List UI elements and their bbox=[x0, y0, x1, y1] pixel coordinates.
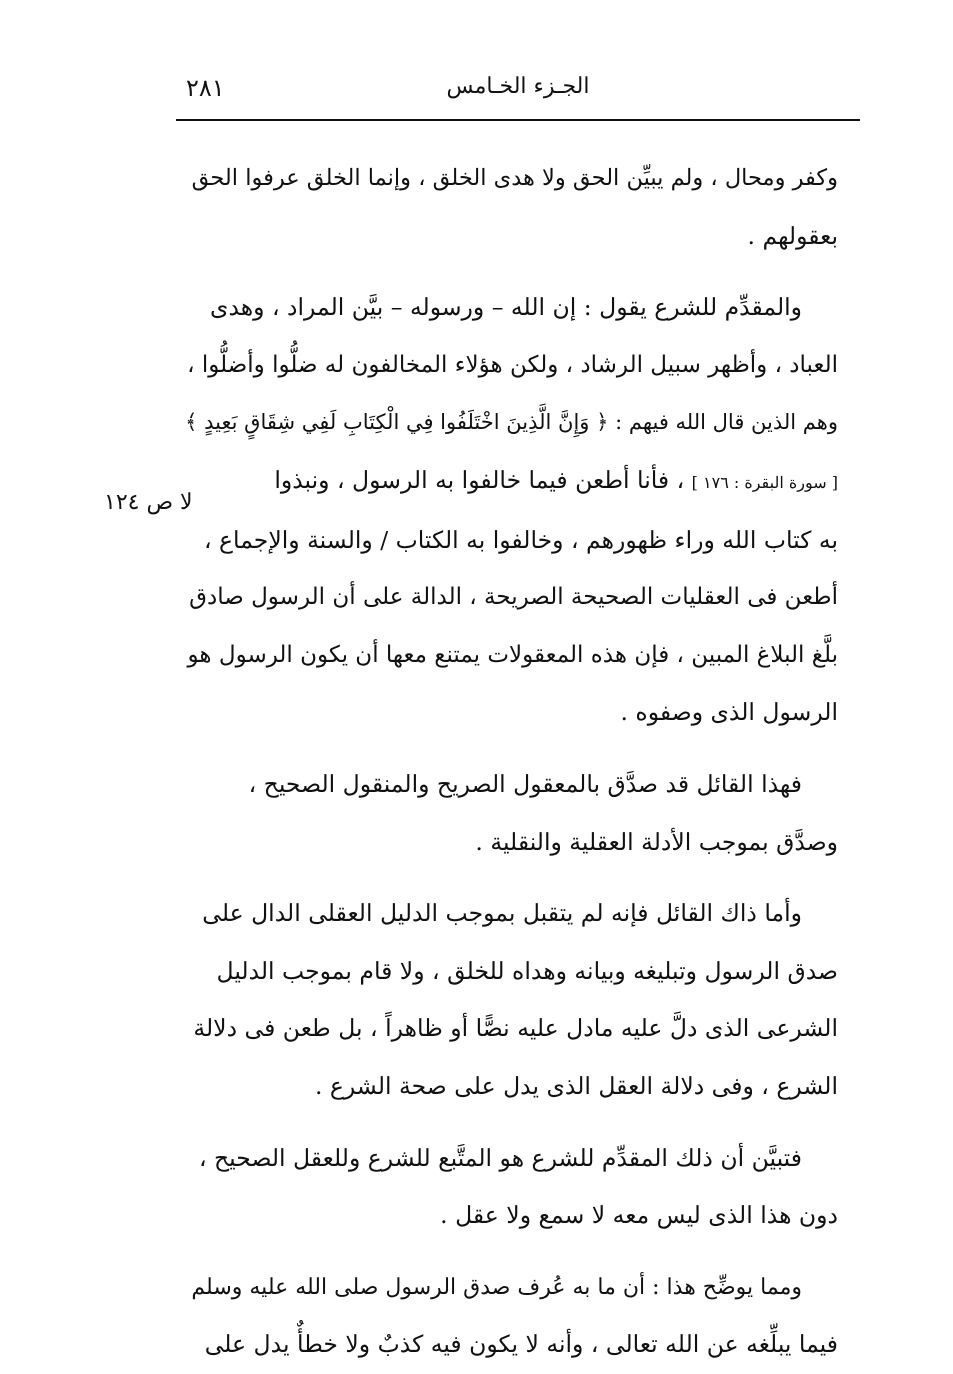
text-line: بلَّغ البلاغ المبين ، فإن هذه المعقولات يمتنع معها أن يكون الرسول هو bbox=[187, 641, 838, 668]
text-line: والمقدِّم للشرع يقول : إن الله – ورسوله – بيَّن المراد ، وهدى bbox=[210, 293, 802, 322]
running-title: الجـزء الخـامس bbox=[446, 74, 590, 99]
text-line: ومما يوضِّح هذا : أن ما به عُرف صدق الرسول صلى الله عليه وسلم bbox=[191, 1274, 802, 1300]
paragraph-3 bbox=[182, 756, 838, 871]
header-rule bbox=[176, 119, 860, 121]
paragraph-1 bbox=[182, 150, 838, 265]
text-line: أطعن فى العقليات الصحيحة الصريحة ، الدالة على أن الرسول صادق bbox=[189, 584, 838, 611]
paragraph-5 bbox=[182, 1130, 838, 1245]
text-line: الشرعى الذى دلَّ عليه مادل عليه نصًّا أو ظاهراً ، بل طعن فى دلالة bbox=[193, 1014, 838, 1043]
text-line-with-reference bbox=[182, 452, 838, 512]
text-line: فيما يبلِّغه عن الله تعالى ، وأنه لا يكون فيه كذبٌ ولا خطأٌ يدل على bbox=[204, 1330, 838, 1359]
verse-intro: وهم الذين قال الله فيهم : bbox=[615, 410, 838, 435]
text-line: وكفر ومحال ، ولم يبيِّن الحق ولا هدى الخلق ، وإنما الخلق عرفوا الحق bbox=[191, 165, 838, 191]
paragraph-6 bbox=[182, 1259, 838, 1374]
text-line: دون هذا الذى ليس معه لا سمع ولا عقل . bbox=[440, 1201, 838, 1230]
text-line: الشرع ، وفى دلالة العقل الذى يدل على صحة الشرع . bbox=[314, 1071, 838, 1100]
text-line-with-verse bbox=[182, 394, 838, 452]
paragraph-4 bbox=[182, 885, 838, 1115]
text-line: فتبيَّن أن ذلك المقدِّم للشرع هو المتَّبع للشرع وللعقل الصحيح ، bbox=[198, 1143, 802, 1172]
text-line: العباد ، وأظهر سبيل الرشاد ، ولكن هؤلاء المخالفون له ضلُّوا وأضلُّوا ، bbox=[187, 351, 838, 378]
text-segment: ، فأنا أطعن فيما خالفوا به الرسول ، ونبذوا bbox=[274, 465, 685, 494]
page-body bbox=[182, 150, 838, 1374]
text-line: وصدَّق بموجب الأدلة العقلية والنقلية . bbox=[475, 827, 838, 856]
text-line: بعقولهم . bbox=[747, 221, 838, 250]
text-line: وأما ذاك القائل فإنه لم يتقبل بموجب الدليل العقلى الدال على bbox=[202, 899, 802, 928]
quran-verse: ﴿ وَإِنَّ الَّذِينَ اخْتَلَفُوا فِي الْكِتَابِ لَفِي شِقَاقٍ بَعِيدٍ ﴾ bbox=[185, 410, 609, 435]
text-line: صدق الرسول وتبليغه وبيانه وهداه للخلق ، ولا قام بموجب الدليل bbox=[216, 956, 838, 985]
margin-note: لا ص ١٢٤ bbox=[104, 490, 193, 515]
text-line: الرسول الذى وصفوه . bbox=[620, 698, 838, 727]
verse-reference: [ سورة البقرة : ١٧٦ ] bbox=[691, 472, 838, 492]
page-header bbox=[176, 66, 860, 116]
text-line: به كتاب الله وراء ظهورهم ، وخالفوا به الكتاب / والسنة والإجماع ، bbox=[203, 525, 838, 554]
paragraph-2 bbox=[182, 279, 838, 742]
page-number: ٢٨١ bbox=[186, 74, 225, 102]
text-line: فهذا القائل قد صدَّق بالمعقول الصريح والمنقول الصحيح ، bbox=[248, 769, 802, 798]
